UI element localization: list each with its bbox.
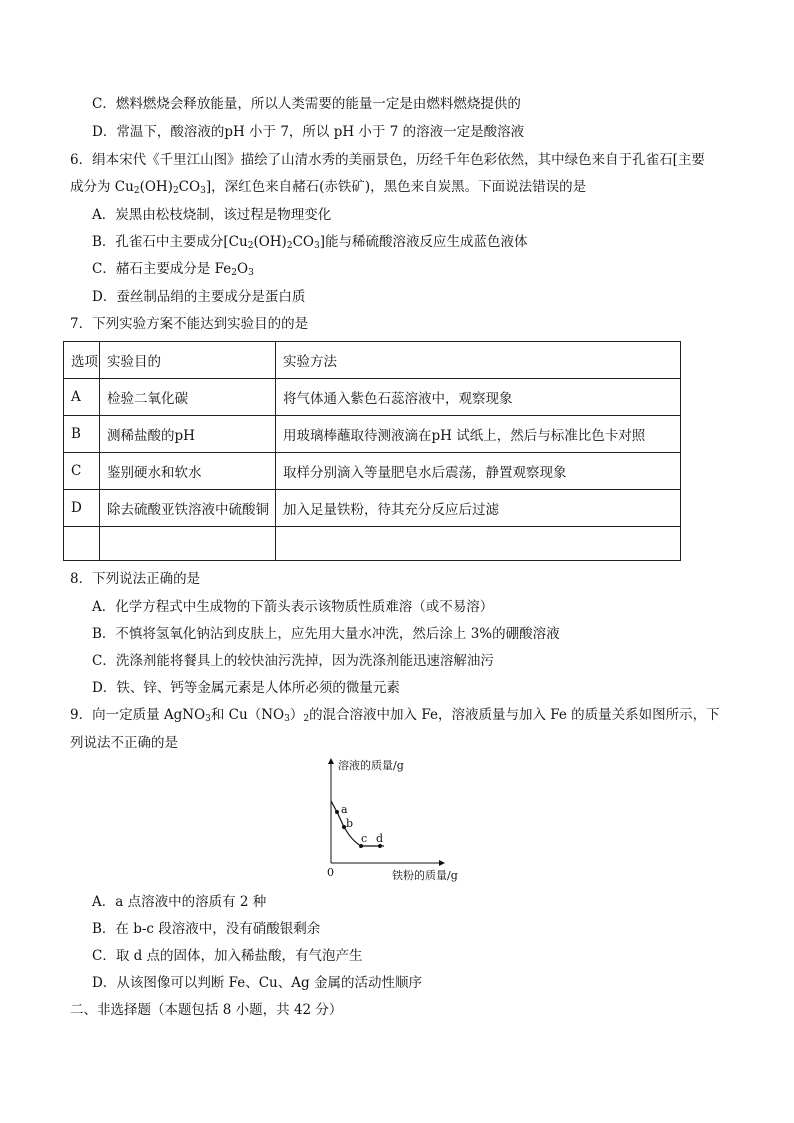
table-cell: 取样分别滴入等量肥皂水后震荡，静置观察现象 <box>276 453 681 490</box>
q9-option-d: D．从该图像可以判断 Fe、Cu、Ag 金属的活动性顺序 <box>92 975 422 991</box>
q7-experiment-table <box>63 341 681 561</box>
point-label-c: c <box>361 832 368 845</box>
solution-mass-graph <box>300 755 475 885</box>
q6-stem-line1: 6．绢本宋代《千里江山图》描绘了山清水秀的美丽景色，历经千年色彩依然，其中绿色来自于孔雀石[主要 <box>70 152 705 168</box>
table-cell: B <box>64 416 100 453</box>
y-axis-label: 溶液的质量/g <box>338 759 404 772</box>
x-axis-label: 铁粉的质量/g <box>392 869 458 882</box>
q6-option-b: B．孔雀石中主要成分$[Cu_2(OH)_2CO_3]$能与稀硫酸溶液反应生成蓝色液体 <box>92 234 528 251</box>
q6-stem-line2: 成分为 $Cu_2(OH)_2CO_3$]，深红色来自赭石(赤铁矿)，黑色来自炭黑。下面说法错误的是 <box>70 179 587 196</box>
point-label-a: a <box>341 803 348 816</box>
table-cell: 除去硫酸亚铁溶液中硫酸铜 <box>100 490 276 527</box>
table-cell <box>276 527 681 561</box>
q8-option-b: B．不慎将氢氧化钠沾到皮肤上，应先用大量水冲洗，然后涂上 3%的硼酸溶液 <box>92 626 560 642</box>
table-cell: 测稀盐酸的pH <box>100 416 276 453</box>
table-cell: 鉴别硬水和软水 <box>100 453 276 490</box>
point-label-d: d <box>376 832 384 845</box>
q6-option-a: A．炭黑由松枝烧制，该过程是物理变化 <box>92 207 332 223</box>
q8-stem: 8．下列说法正确的是 <box>70 571 201 587</box>
q6-option-c: C．赭石主要成分是 $Fe_2O_3$ <box>92 261 254 278</box>
point-label-b: b <box>346 817 354 830</box>
origin-label: 0 <box>327 866 334 879</box>
table-cell: 用玻璃棒蘸取待测液滴在pH 试纸上，然后与标准比色卡对照 <box>276 416 681 453</box>
table-cell: 将气体通入紫色石蕊溶液中，观察现象 <box>276 379 681 416</box>
table-cell: C <box>64 453 100 490</box>
section-title: 二、非选择题（本题包括 8 小题，共 42 分） <box>70 1002 343 1018</box>
table-cell <box>100 527 276 561</box>
table-cell: 检验二氧化碳 <box>100 379 276 416</box>
table-row <box>64 379 681 416</box>
table-cell: 加入足量铁粉，待其充分反应后过滤 <box>276 490 681 527</box>
table-header-cell: 实验方法 <box>276 342 681 379</box>
q9-option-a: A．a 点溶液中的溶质有 2 种 <box>92 894 267 910</box>
q9-option-b: B．在 b-c 段溶液中，没有硝酸银剩余 <box>92 921 321 937</box>
q8-option-c: C．洗涤剂能将餐具上的较快油污洗掉，因为洗涤剂能迅速溶解油污 <box>92 653 494 669</box>
q9-option-c: C．取 d 点的固体，加入稀盐酸，有气泡产生 <box>92 948 363 964</box>
point-a <box>335 810 339 814</box>
q5-option-c: C．燃料燃烧会释放能量，所以人类需要的能量一定是由燃料燃烧提供的 <box>92 96 521 112</box>
q6-option-d: D．蚕丝制品绢的主要成分是蛋白质 <box>92 289 306 305</box>
table-cell: D <box>64 490 100 527</box>
table-row <box>64 453 681 490</box>
q9-stem-line2: 列说法不正确的是 <box>70 735 178 751</box>
table-row-empty <box>64 527 681 561</box>
table-cell: A <box>64 379 100 416</box>
q5-option-d: D．常温下，酸溶液的pH 小于 7，所以 pH 小于 7 的溶液一定是酸溶液 <box>92 124 525 140</box>
table-header-cell: 选项 <box>64 342 100 379</box>
table-header-row <box>64 342 681 379</box>
q8-option-d: D．铁、锌、钙等金属元素是人体所必须的微量元素 <box>92 680 400 696</box>
q9-stem-line1: 9．向一定质量 AgNO$_3$和 $Cu(NO_3)_2$的混合溶液中加入 Fe，溶液质量与加入 Fe 的质量关系如图所示，下 <box>70 707 720 724</box>
table-header-cell: 实验目的 <box>100 342 276 379</box>
table-cell <box>64 527 100 561</box>
table-row <box>64 416 681 453</box>
q7-stem: 7．下列实验方案不能达到实验目的的是 <box>70 316 309 332</box>
table-row <box>64 490 681 527</box>
q8-option-a: A．化学方程式中生成物的下箭头表示该物质性质难溶（或不易溶） <box>92 599 494 615</box>
